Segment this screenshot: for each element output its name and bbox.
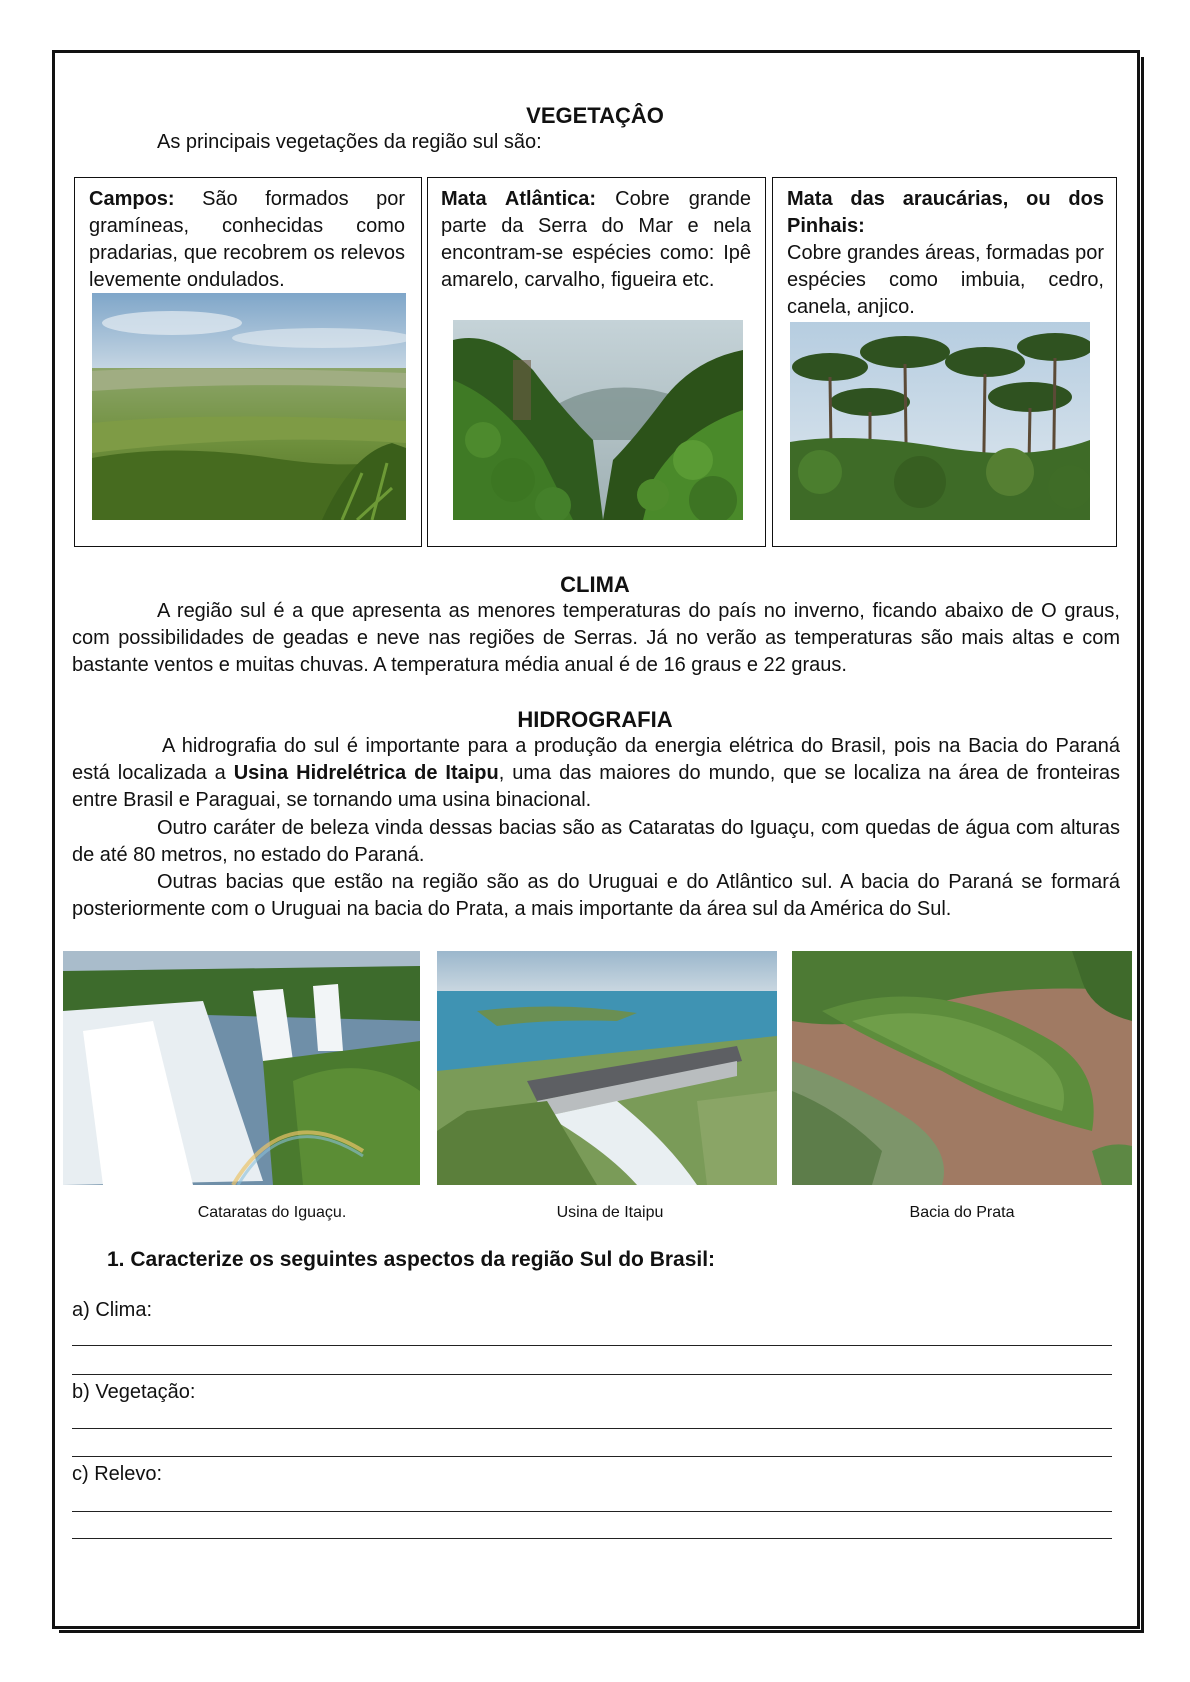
question-label-relevo: c) Relevo: [72,1463,163,1485]
hidrografia-paragraph-2 [72,815,1120,869]
hidrografia-p1-bold: Usina Hidrelétrica de Itaipu [233,762,499,784]
caption-itaipu: Usina de Itaipu [556,1204,664,1221]
answer-line[interactable] [72,1511,1112,1512]
hidrografia-paragraph-1 [72,733,1120,814]
card-araucarias-label: Mata das araucárias, ou dos Pinhais: [787,188,1104,237]
clima-text: A região sul é a que apresenta as menores temperaturas do país no inverno, ficando abaixo de O graus, com possibilidades de geadas e neve nas regiões de Serras. Já no verão as temperaturas são mais altas e com bastante ventos e muitas chuvas. A temperatura média anual é de 16 graus e 22 graus. [72,600,1120,676]
question-1: 1. Caracterize os seguintes aspectos da região Sul do Brasil: [107,1248,716,1271]
card-araucarias-text [787,186,1104,321]
answer-line[interactable] [72,1538,1112,1539]
card-campos-label: Campos: [89,188,175,210]
araucaria-forest-photo [790,322,1090,520]
itaipu-dam-photo [437,951,777,1185]
card-araucarias-description: Cobre grandes áreas, formadas por espécies como imbuia, cedro, canela, anjico. [787,242,1104,318]
caption-prata: Bacia do Prata [909,1204,1015,1221]
card-campos [74,177,422,547]
iguacu-waterfalls-photo [63,951,420,1185]
hidrografia-paragraph-3 [72,869,1120,923]
caption-iguacu: Cataratas do Iguaçu. [197,1204,347,1221]
answer-line[interactable] [72,1374,1112,1375]
hidrografia-p3-text: Outras bacias que estão na região são as do Uruguai e do Atlântico sul. A bacia do Paraná se formará posteriormente com o Uruguai na bacia do Prata, a mais importante da área sul da América do Sul. [72,871,1120,920]
answer-line[interactable] [72,1456,1112,1457]
card-campos-description: São formados por gramíneas, conhecidas como pradarias, que recobrem os relevos levemente ondulados. [89,188,405,291]
prata-river-basin-photo [792,951,1132,1185]
mata-atlantica-forest-photo [453,320,743,520]
vegetacao-intro [72,129,1120,156]
clima-title: CLIMA [560,572,630,597]
answer-line[interactable] [72,1345,1112,1346]
question-label-clima: a) Clima: [72,1299,153,1321]
hidrografia-p1-start: A hidrografia do sul é importante para a produção da energia elétrica do Brasil, pois na Bacia do Paraná está localizada a [72,735,1120,784]
hidrografia-p2-text: Outro caráter de beleza vinda dessas bacias são as Cataratas do Iguaçu, com quedas de água com alturas de até 80 metros, no estado do Paraná. [72,817,1120,866]
clima-paragraph [72,598,1120,679]
card-mata-atlantica-description: Cobre grande parte da Serra do Mar e nela encontram-se espécies como: Ipê amarelo, carvalho, figueira etc. [441,188,751,291]
card-araucarias [772,177,1117,547]
card-campos-text [89,186,405,294]
card-mata-atlantica [427,177,766,547]
question-label-vegetacao: b) Vegetação: [72,1381,196,1403]
card-mata-atlantica-label: Mata Atlântica: [441,188,597,210]
card-mata-atlantica-text [441,186,751,294]
vegetacao-title: VEGETAÇÂO [526,103,664,128]
campos-grassland-photo [92,293,406,520]
hidrografia-title: HIDROGRAFIA [517,707,673,732]
answer-line[interactable] [72,1428,1112,1429]
hidrografia-p1-end: , uma das maiores do mundo, que se localiza na área de fronteiras entre Brasil e Paraguai, se tornando uma usina binacional. [72,762,1120,811]
vegetacao-intro-text: As principais vegetações da região sul são: [157,131,542,153]
